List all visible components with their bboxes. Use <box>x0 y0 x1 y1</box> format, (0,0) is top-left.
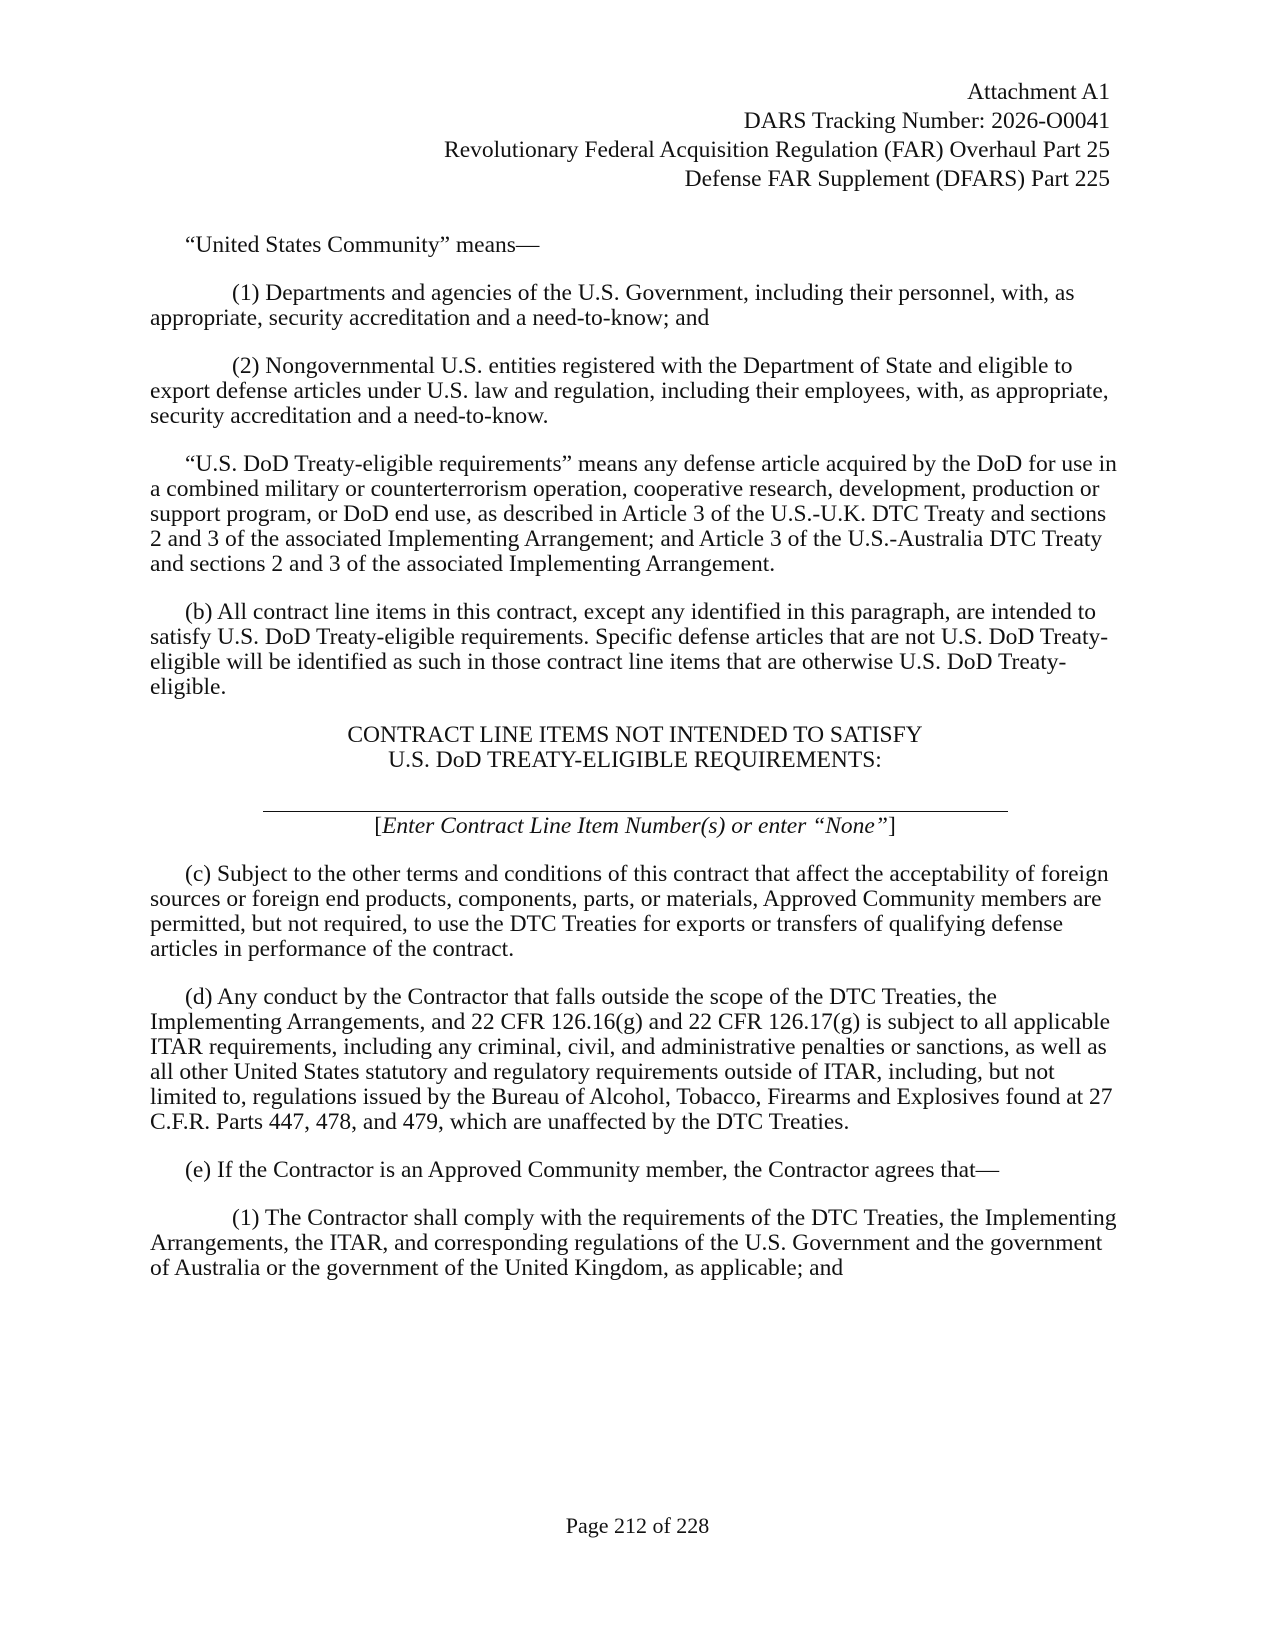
paragraph-e-item-1: (1) The Contractor shall comply with the requirements of the DTC Treaties, the Implementing Arrangements, the ITAR, and corresponding regulations of the U.S. Government and the government of Australia or the government of the United Kingdom, as applicable; and <box>150 1205 1117 1281</box>
caption-open-bracket: [ <box>374 813 383 839</box>
caption-instruction: Enter Contract Line Item Number(s) or enter “None” <box>382 813 888 839</box>
paragraph-e: (e) If the Contractor is an Approved Community member, the Contractor agrees that— <box>185 1157 1000 1183</box>
clin-entry-caption <box>150 814 1120 839</box>
caption-close-bracket: ] <box>887 813 896 839</box>
header-tracking-number: DARS Tracking Number: 2026-O0041 <box>743 108 1110 134</box>
clin-heading-line-1: CONTRACT LINE ITEMS NOT INTENDED TO SATISFY <box>347 722 923 748</box>
paragraph-c: (c) Subject to the other terms and conditions of this contract that affect the acceptability of foreign sources or foreign end products, components, parts, or materials, Approved Community members are permitted, but not required, to use the DTC Treaties for exports or transfers of qualifying defense articles in performance of the contract. <box>150 861 1109 962</box>
definition-us-community-item-1: (1) Departments and agencies of the U.S. Government, including their personnel, with, as appropriate, security accreditation and a need-to-know; and <box>150 280 1075 331</box>
clin-heading <box>150 723 1120 773</box>
document-body <box>150 233 1120 1281</box>
definition-treaty-eligible: “U.S. DoD Treaty-eligible requirements” means any defense article acquired by the DoD for use in a combined military or counterterrorism operation, cooperative research, development, production or support program, or DoD end use, as described in Article 3 of the U.S.-U.K. DTC Treaty and sections 2 and 3 of the associated Implementing Arrangement; and Article 3 of the U.S.-Australia DTC Treaty and sections 2 and 3 of the associated Implementing Arrangement. <box>150 451 1117 577</box>
page-header <box>444 78 1110 194</box>
header-attachment: Attachment A1 <box>967 79 1110 105</box>
header-far-part: Revolutionary Federal Acquisition Regulation (FAR) Overhaul Part 25 <box>444 137 1110 163</box>
paragraph-b: (b) All contract line items in this contract, except any identified in this paragraph, are intended to satisfy U.S. DoD Treaty-eligible requirements. Specific defense articles that are not U.S. DoD Treaty-eligible will be identified as such in those contract line items that are otherwise U.S. DoD Treaty-eligible. <box>150 599 1109 700</box>
definition-us-community-item-2: (2) Nongovernmental U.S. entities registered with the Department of State and eligible to export defense articles under U.S. law and regulation, including their employees, with, as appropriate, security accreditation and a need-to-know. <box>150 353 1109 429</box>
page-number: Page 212 of 228 <box>565 1513 710 1538</box>
definition-us-community: “United States Community” means— <box>185 232 540 258</box>
header-dfars-part: Defense FAR Supplement (DFARS) Part 225 <box>684 166 1110 192</box>
clin-entry-blank-line[interactable] <box>263 811 1008 812</box>
paragraph-d: (d) Any conduct by the Contractor that falls outside the scope of the DTC Treaties, the Implementing Arrangements, and 22 CFR 126.16(g) and 22 CFR 126.17(g) is subject to all applicable ITAR requirements, including any criminal, civil, and administrative penalties or sanctions, as well as all other United States statutory and regulatory requirements outside of ITAR, including, but not limited to, regulations issued by the Bureau of Alcohol, Tobacco, Firearms and Explosives found at 27 C.F.R. Parts 447, 478, and 479, which are unaffected by the DTC Treaties. <box>150 984 1113 1135</box>
clin-heading-line-2: U.S. DoD TREATY-ELIGIBLE REQUIREMENTS: <box>388 747 882 773</box>
